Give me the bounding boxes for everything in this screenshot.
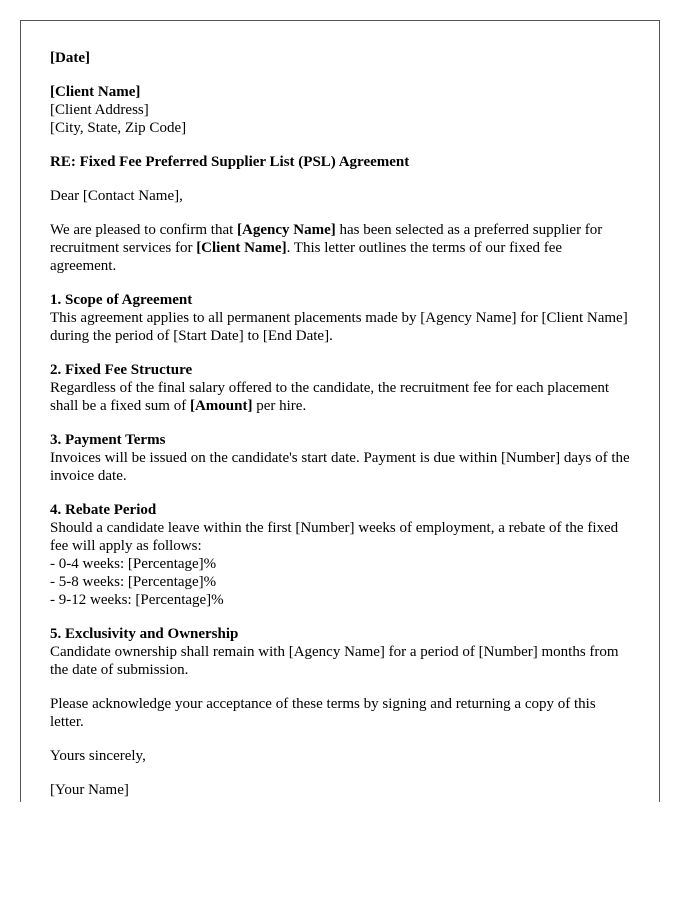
recipient-block (50, 83, 631, 137)
intro-text-3: . This letter outlines the terms of our fixed fee agreement. (50, 240, 563, 274)
section-rebate-period (50, 501, 631, 609)
section-heading: 3. Payment Terms (50, 432, 166, 448)
client-address: [Client Address] (50, 102, 149, 118)
intro-text-1: We are pleased to confirm that (50, 222, 238, 238)
intro-paragraph (50, 221, 631, 275)
section-payment-terms (50, 431, 631, 485)
signature-name: [Your Name] (50, 782, 129, 798)
fee-text-1: Regardless of the final salary offered to the candidate, the recruitment fee for each placement shall be a fixed sum of (50, 380, 610, 414)
section-scope (50, 291, 631, 345)
section-heading: 2. Fixed Fee Structure (50, 362, 193, 378)
section-exclusivity (50, 625, 631, 679)
letter-date: [Date] (50, 50, 90, 66)
rebate-item: - 5-8 weeks: [Percentage]% (50, 574, 217, 590)
subject-line: RE: Fixed Fee Preferred Supplier List (PSL) Agreement (50, 154, 410, 170)
client-name: [Client Name] (50, 84, 141, 100)
letter-page (20, 20, 660, 802)
closing-request: Please acknowledge your acceptance of these terms by signing and returning a copy of this letter. (50, 696, 596, 730)
intro-agency-name: [Agency Name] (237, 222, 336, 238)
fee-text-2: per hire. (252, 398, 307, 414)
section-text: This agreement applies to all permanent placements made by [Agency Name] for [Client Name] during the period of [Start Date] to [End Date]. (50, 310, 628, 344)
client-city-state-zip: [City, State, Zip Code] (50, 120, 187, 136)
section-heading: 4. Rebate Period (50, 502, 157, 518)
section-fee-structure (50, 361, 631, 415)
rebate-item: - 9-12 weeks: [Percentage]% (50, 592, 224, 608)
fee-amount: [Amount] (189, 398, 253, 414)
section-text (50, 379, 631, 415)
section-text: Candidate ownership shall remain with [Agency Name] for a period of [Number] months from the date of submission. (50, 644, 619, 678)
rebate-item: - 0-4 weeks: [Percentage]% (50, 556, 217, 572)
intro-text-2: has been selected as a preferred supplier for recruitment services for (50, 222, 603, 256)
intro-client-name: [Client Name] (196, 240, 287, 256)
section-text: Invoices will be issued on the candidate's start date. Payment is due within [Number] days of the invoice date. (50, 450, 630, 484)
section-heading: 5. Exclusivity and Ownership (50, 626, 239, 642)
salutation: Dear [Contact Name], (50, 188, 183, 204)
signoff: Yours sincerely, (50, 748, 146, 764)
letter-content (21, 21, 659, 799)
section-heading: 1. Scope of Agreement (50, 292, 193, 308)
section-text: Should a candidate leave within the first [Number] weeks of employment, a rebate of the fixed fee will apply as follows: (50, 520, 619, 554)
